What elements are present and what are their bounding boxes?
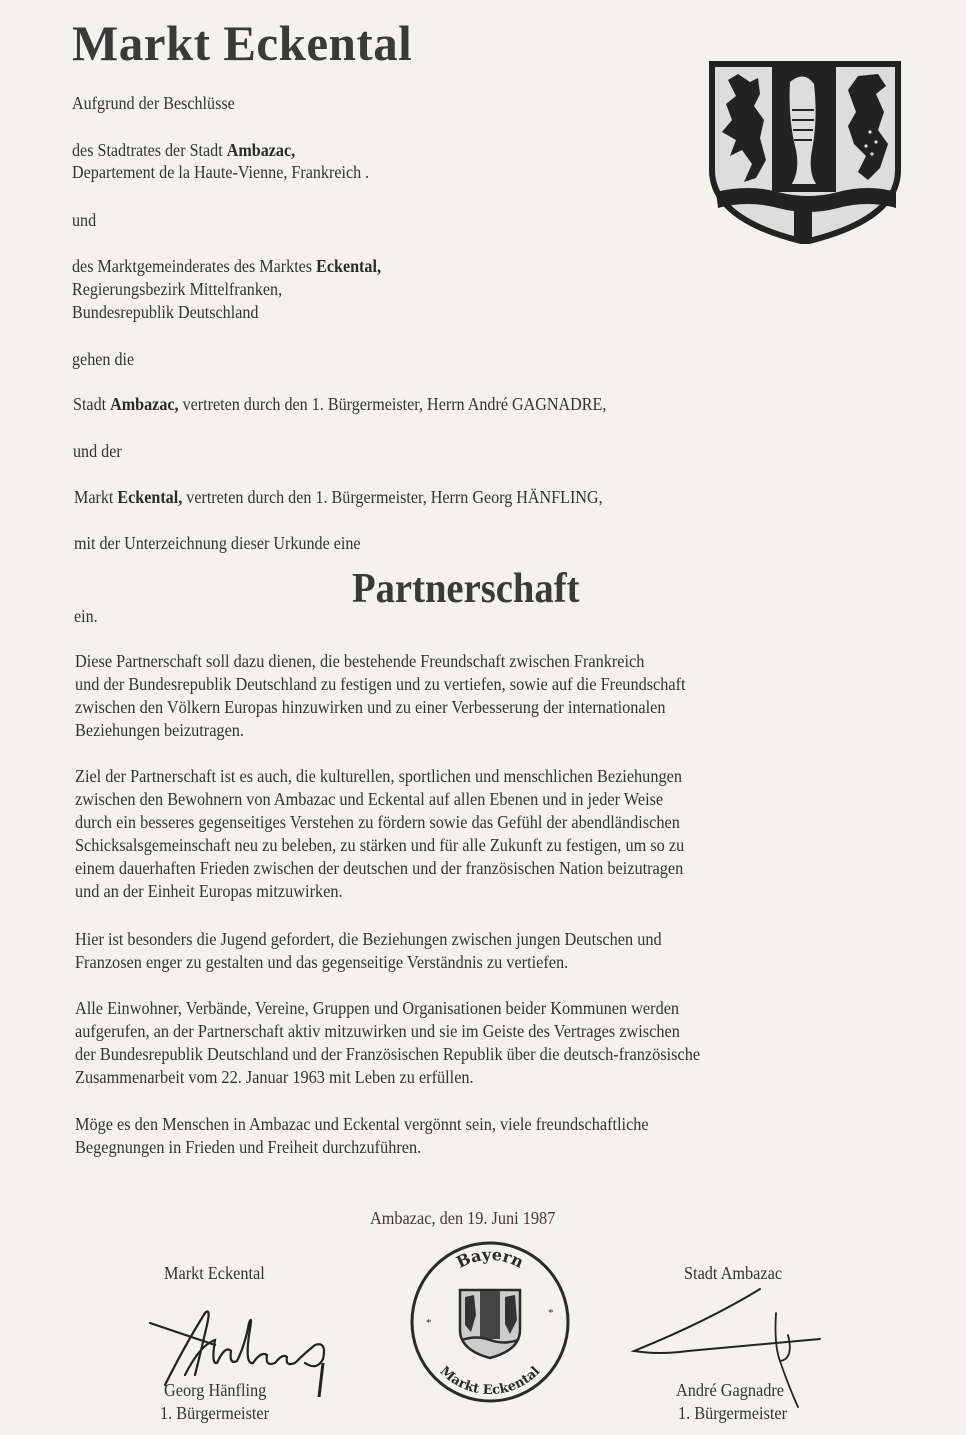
- svg-text:*: *: [548, 1307, 554, 1319]
- paragraph-1: [75, 650, 847, 742]
- seal-shield-icon: [460, 1290, 520, 1358]
- paragraph-line: Alle Einwohner, Verbände, Vereine, Gruppen und Organisationen beider Kommunen werden: [75, 998, 680, 1018]
- paragraph-4: [75, 997, 847, 1089]
- rep1-prefix: Stadt: [73, 394, 111, 414]
- left-role: 1. Bürgermeister: [160, 1403, 270, 1423]
- paragraph-line: zwischen den Bewohnern von Ambazac und Eckental auf allen Ebenen und in jeder Weise: [75, 789, 664, 809]
- paragraph-line: Beziehungen beizutragen.: [75, 720, 245, 740]
- paragraph-line: Franzosen enger zu gestalten und das gegenseitige Verständnis zu vertiefen.: [75, 952, 569, 972]
- signing-line: mit der Unterzeichnung dieser Urkunde eine: [74, 533, 361, 553]
- right-role: 1. Bürgermeister: [678, 1403, 788, 1423]
- rep1-name: Ambazac,: [110, 394, 179, 414]
- paragraph-line: durch ein besseres gegenseitiges Verstehen zu fördern sowie das Gefühl der abendländischen: [75, 812, 680, 832]
- paragraph-line: zwischen den Völkern Europas hinzuwirken und zu einer Verbesserung der internationalen: [75, 697, 666, 717]
- paragraph-line: einem dauerhaften Frieden zwischen der deutschen und der französischen Nation beizutragen: [75, 858, 684, 878]
- party2-name: Eckental,: [316, 256, 381, 276]
- left-institution: Markt Eckental: [164, 1263, 265, 1283]
- representative-ambazac: [73, 394, 606, 415]
- paragraph-line: Begegnungen in Frieden und Freiheit durchzuführen.: [75, 1137, 422, 1157]
- paragraph-line: aufgerufen, an der Partnerschaft aktiv mitzuwirken und sie im Geiste des Vertrages zwischen: [75, 1021, 680, 1041]
- coat-of-arms-icon: [708, 60, 902, 244]
- party2-line3: Bundesrepublik Deutschland: [72, 302, 259, 322]
- party2-prefix: des Marktgemeinderates des Marktes: [72, 256, 317, 276]
- document-title: Markt Eckental: [72, 15, 413, 71]
- rep2-prefix: Markt: [74, 487, 118, 507]
- date-place: Ambazac, den 19. Juni 1987: [370, 1208, 556, 1228]
- paragraph-line: Hier ist besonders die Jugend gefordert, die Beziehungen zwischen jungen Deutschen und: [75, 929, 662, 949]
- seal-top-text: Bayern: [453, 1244, 527, 1272]
- right-name: André Gagnadre: [676, 1380, 785, 1400]
- seal-bottom-text: Markt Eckental: [436, 1363, 544, 1399]
- paragraph-line: der Bundesrepublik Deutschland und der Französischen Republik über die deutsch-französische: [75, 1044, 701, 1064]
- party1-line2: Departement de la Haute-Vienne, Frankreich .: [72, 162, 370, 182]
- rep2-name: Eckental,: [117, 487, 183, 507]
- left-name: Georg Hänfling: [164, 1380, 267, 1400]
- representative-eckental: [74, 487, 603, 508]
- paragraph-3: [75, 928, 847, 974]
- paragraph-line: und der Bundesrepublik Deutschland zu festigen und zu vertiefen, sowie auf die Freundschaft: [75, 674, 686, 694]
- und-text: und: [72, 210, 97, 230]
- party2-line2: Regierungsbezirk Mittelfranken,: [72, 279, 283, 299]
- rep1-suffix: vertreten durch den 1. Bürgermeister, Herrn André GAGNADRE,: [178, 394, 607, 414]
- party2-line1: [72, 256, 381, 277]
- gehen-die-text: gehen die: [72, 349, 135, 369]
- party1-line1: [72, 140, 295, 161]
- intro-text: Aufgrund der Beschlüsse: [72, 93, 235, 113]
- svg-text:*: *: [426, 1317, 432, 1329]
- party1-prefix: des Stadtrates der Stadt: [72, 140, 227, 160]
- und-der-text: und der: [73, 441, 122, 461]
- official-seal-icon: [408, 1240, 572, 1404]
- paragraph-line: Schicksalsgemeinschaft neu zu beleben, zu stärken und für alle Zukunft zu festigen, um so zu: [75, 835, 685, 855]
- paragraph-line: Möge es den Menschen in Ambazac und Eckental vergönnt sein, viele freundschaftliche: [75, 1114, 649, 1134]
- party1-name: Ambazac,: [226, 140, 296, 160]
- paragraph-2: [75, 765, 847, 903]
- right-institution: Stadt Ambazac: [684, 1263, 783, 1283]
- rep2-suffix: vertreten durch den 1. Bürgermeister, Herrn Georg HÄNFLING,: [182, 487, 603, 507]
- partnerschaft-heading: Partnerschaft: [352, 566, 580, 612]
- ein-text: ein.: [74, 606, 98, 626]
- paragraph-line: und an der Einheit Europas mitzuwirken.: [75, 881, 343, 901]
- paragraph-5: [75, 1113, 847, 1159]
- paragraph-line: Ziel der Partnerschaft ist es auch, die kulturellen, sportlichen und menschlichen Beziehungen: [75, 766, 682, 786]
- paragraph-line: Zusammenarbeit vom 22. Januar 1963 mit Leben zu erfüllen.: [75, 1067, 474, 1087]
- paragraph-line: Diese Partnerschaft soll dazu dienen, die bestehende Freundschaft zwischen Frankreich: [75, 651, 645, 671]
